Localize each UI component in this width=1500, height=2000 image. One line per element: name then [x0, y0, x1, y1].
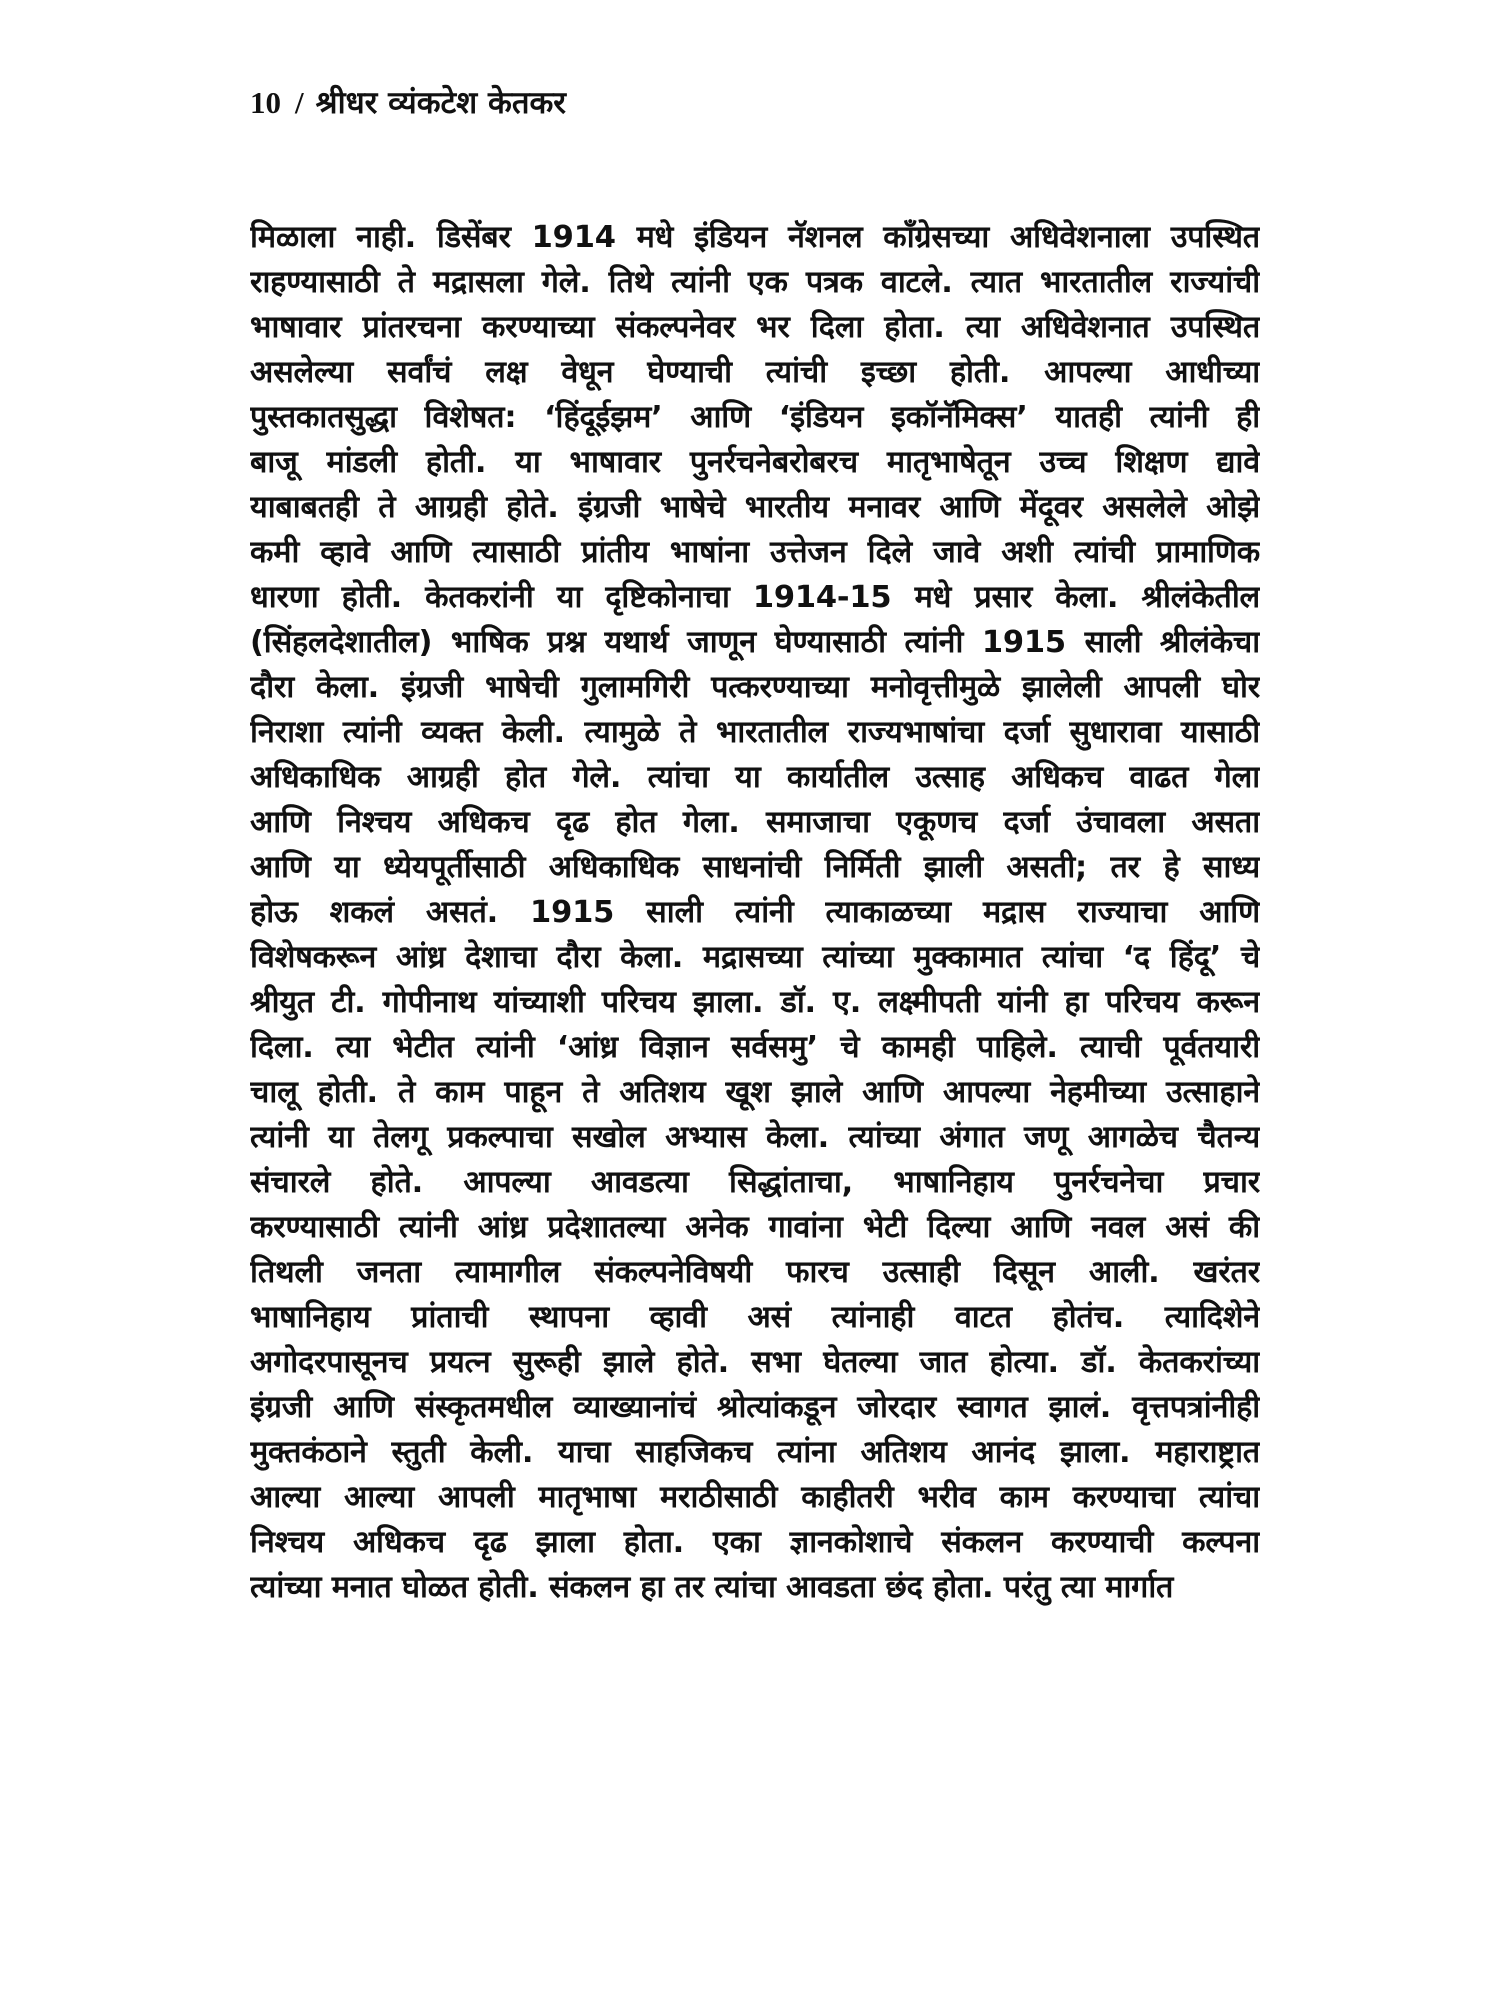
text-line: अधिकाधिक आग्रही होत गेले. त्यांचा या कार्यातील उत्साह अधिकच वाढत गेला	[250, 760, 1260, 795]
text-line: आणि या ध्येयपूर्तीसाठी अधिकाधिक साधनांची निर्मिती झाली असती; तर हे साध्य	[250, 850, 1260, 885]
text-line: श्रीयुत टी. गोपीनाथ यांच्याशी परिचय झाला. डॉ. ए. लक्ष्मीपती यांनी हा परिचय करून	[250, 985, 1260, 1020]
text-line: आणि निश्चय अधिकच दृढ होत गेला. समाजाचा एकूणच दर्जा उंचावला असता	[250, 805, 1260, 840]
body-text	[250, 215, 1260, 1610]
text-line: इंग्रजी आणि संस्कृतमधील व्याख्यानांचं श्रोत्यांकडून जोरदार स्वागत झालं. वृत्तपत्रांनीही	[250, 1390, 1260, 1425]
text-line: बाजू मांडली होती. या भाषावार पुनर्रचनेबरोबरच मातृभाषेतून उच्च शिक्षण द्यावे	[250, 445, 1260, 480]
text-line: त्यांच्या मनात घोळत होती. संकलन हा तर त्यांचा आवडता छंद होता. परंतु त्या मार्गात	[250, 1570, 1174, 1605]
text-line: मुक्तकंठाने स्तुती केली. याचा साहजिकच त्यांना अतिशय आनंद झाला. महाराष्ट्रात	[250, 1435, 1260, 1470]
text-line: (सिंहलदेशातील) भाषिक प्रश्न यथार्थ जाणून घेण्यासाठी त्यांनी 1915 साली श्रीलंकेचा	[250, 625, 1260, 660]
text-line: राहण्यासाठी ते मद्रासला गेले. तिथे त्यांनी एक पत्रक वाटले. त्यात भारतातील राज्यांची	[250, 265, 1260, 300]
text-line: चालू होती. ते काम पाहून ते अतिशय खूश झाले आणि आपल्या नेहमीच्या उत्साहाने	[250, 1075, 1260, 1110]
text-line: दिला. त्या भेटीत त्यांनी ‘आंध्र विज्ञान सर्वसमु’ चे कामही पाहिले. त्याची पूर्वतयारी	[250, 1030, 1260, 1065]
text-line: त्यांनी या तेलगू प्रकल्पाचा सखोल अभ्यास केला. त्यांच्या अंगात जणू आगळेच चैतन्य	[250, 1120, 1260, 1155]
text-line: याबाबतही ते आग्रही होते. इंग्रजी भाषेचे भारतीय मनावर आणि मेंदूवर असलेले ओझे	[250, 490, 1260, 525]
header-title: श्रीधर व्यंकटेश केतकर	[315, 85, 566, 121]
text-line: भाषावार प्रांतरचना करण्याच्या संकल्पनेवर भर दिला होता. त्या अधिवेशनात उपस्थित	[250, 310, 1260, 345]
text-line: संचारले होते. आपल्या आवडत्या सिद्धांताचा, भाषानिहाय पुनर्रचनेचा प्रचार	[250, 1165, 1260, 1200]
text-line: भाषानिहाय प्रांताची स्थापना व्हावी असं त्यांनाही वाटत होतंच. त्यादिशेने	[250, 1300, 1260, 1335]
text-line: निराशा त्यांनी व्यक्त केली. त्यामुळे ते भारतातील राज्यभाषांचा दर्जा सुधारावा यासाठी	[250, 715, 1260, 750]
text-line: निश्चय अधिकच दृढ झाला होता. एका ज्ञानकोशाचे संकलन करण्याची कल्पना	[250, 1525, 1260, 1560]
page-number: 10	[250, 85, 281, 120]
text-line: दौरा केला. इंग्रजी भाषेची गुलामगिरी पत्करण्याच्या मनोवृत्तीमुळे झालेली आपली घोर	[250, 670, 1260, 705]
text-line: करण्यासाठी त्यांनी आंध्र प्रदेशातल्या अनेक गावांना भेटी दिल्या आणि नवल असं की	[250, 1210, 1260, 1245]
text-line: असलेल्या सर्वांचं लक्ष वेधून घेण्याची त्यांची इच्छा होती. आपल्या आधीच्या	[250, 355, 1260, 390]
text-line: होऊ शकलं असतं. 1915 साली त्यांनी त्याकाळच्या मद्रास राज्याचा आणि	[250, 895, 1260, 930]
running-header	[250, 78, 1250, 128]
text-line: पुस्तकातसुद्धा विशेषत: ‘हिंदूईझम’ आणि ‘इंडियन इकॉनॅमिक्स’ यातही त्यांनी ही	[250, 400, 1260, 435]
text-line: आल्या आल्या आपली मातृभाषा मराठीसाठी काहीतरी भरीव काम करण्याचा त्यांचा	[250, 1480, 1260, 1515]
text-line: कमी व्हावे आणि त्यासाठी प्रांतीय भाषांना उत्तेजन दिले जावे अशी त्यांची प्रामाणिक	[250, 535, 1260, 570]
header-separator: /	[295, 85, 304, 120]
text-line: मिळाला नाही. डिसेंबर 1914 मधे इंडियन नॅशनल काँग्रेसच्या अधिवेशनाला उपस्थित	[250, 220, 1260, 255]
text-line: तिथली जनता त्यामागील संकल्पनेविषयी फारच उत्साही दिसून आली. खरंतर	[250, 1255, 1260, 1290]
text-line: धारणा होती. केतकरांनी या दृष्टिकोनाचा 1914-15 मधे प्रसार केला. श्रीलंकेतील	[250, 580, 1260, 615]
text-line: विशेषकरून आंध्र देशाचा दौरा केला. मद्रासच्या त्यांच्या मुक्कामात त्यांचा ‘द हिंदू’ चे	[250, 940, 1260, 975]
text-line: अगोदरपासूनच प्रयत्न सुरूही झाले होते. सभा घेतल्या जात होत्या. डॉ. केतकरांच्या	[250, 1345, 1260, 1380]
